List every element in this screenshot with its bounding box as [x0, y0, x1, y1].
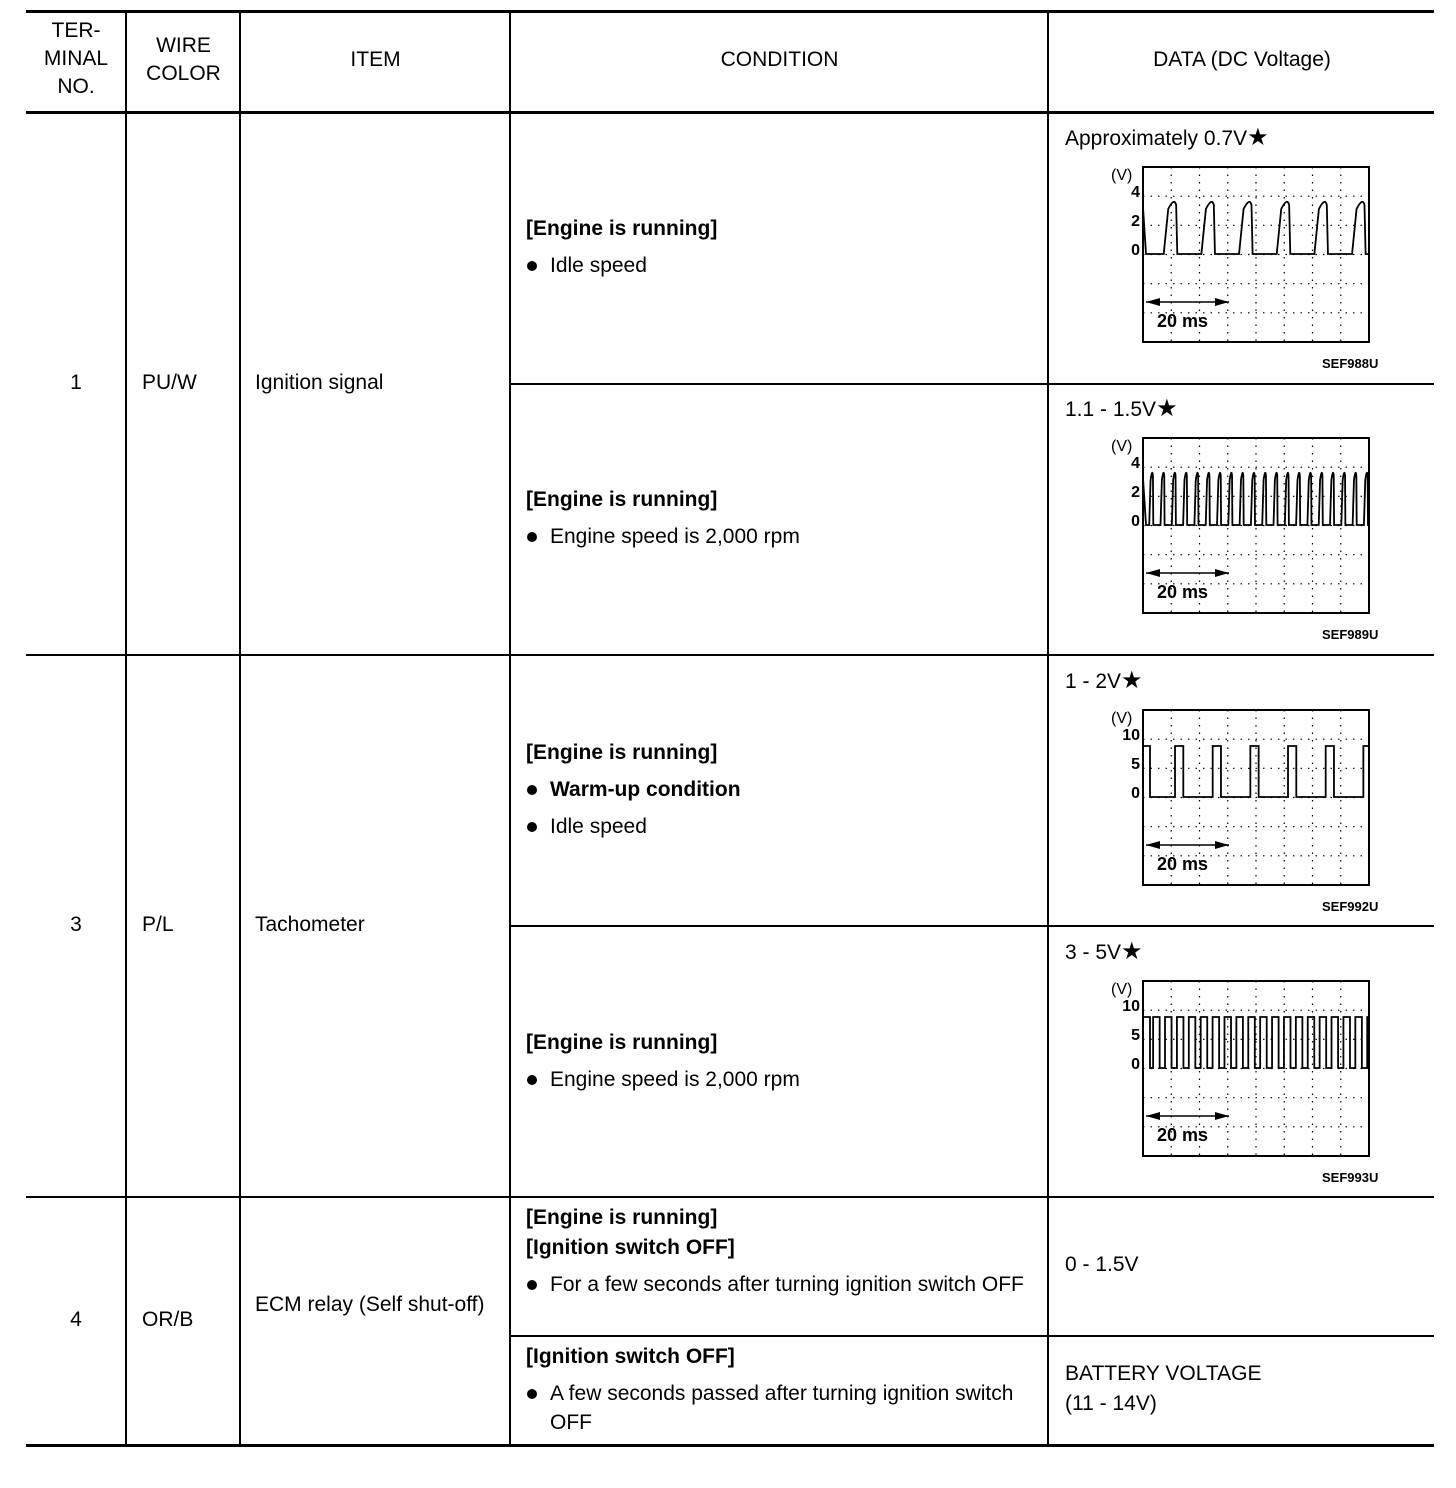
row-4a-data: 0 - 1.5V	[1065, 1253, 1139, 1276]
row-4b-data-line-1: BATTERY VOLTAGE	[1065, 1362, 1262, 1385]
scope-time-label: 20 ms	[1157, 1125, 1209, 1145]
row-1-terminal: 1	[70, 371, 82, 394]
scope-3b-value-text: 3 - 5V	[1065, 941, 1122, 964]
row-4b-condition-text: A few seconds passed after turning ignition switch OFF	[550, 1382, 1014, 1434]
row-1a-condition-idle: Idle speed	[550, 254, 647, 277]
row-1a-condition-title: [Engine is running]	[526, 217, 718, 240]
scope-time-arrow-head-right	[1146, 298, 1160, 306]
scope-tick-label: 2	[1131, 213, 1140, 230]
scope-unit-label: (V)	[1111, 438, 1133, 455]
scope-3b-graph	[1100, 974, 1390, 1164]
row-3a-condition-warmup: Warm-up condition	[550, 778, 741, 801]
col-rule-1	[125, 12, 127, 1446]
row-3-bottom-rule	[26, 1196, 1434, 1198]
row-1-bottom-rule	[26, 654, 1434, 656]
scope-time-arrow-head-left	[1215, 298, 1229, 306]
scope-tick-label: 5	[1131, 756, 1140, 773]
scope-tick-label: 0	[1131, 785, 1140, 802]
scope-time-arrow-head-right	[1146, 841, 1160, 849]
scope-unit-label: (V)	[1111, 710, 1133, 727]
table-top-rule	[26, 10, 1434, 13]
row-4a-bullet	[527, 1280, 537, 1290]
scope-time-label: 20 ms	[1157, 854, 1209, 874]
row-1b-condition-speed: Engine speed is 2,000 rpm	[550, 525, 800, 548]
row-4-wire: OR/B	[142, 1308, 194, 1331]
row-4-mid-rule	[510, 1335, 1434, 1337]
header-bottom-rule	[26, 111, 1434, 114]
row-3-item: Tachometer	[255, 913, 365, 936]
row-3a-bullet-1	[527, 785, 537, 795]
scope-time-label: 20 ms	[1157, 582, 1209, 602]
scope-1b-code: SEF989U	[1322, 627, 1379, 642]
scope-1b	[1100, 431, 1390, 621]
row-1-wire: PU/W	[142, 371, 197, 394]
scope-3a-value	[1065, 667, 1143, 696]
row-4b-bullet	[527, 1389, 537, 1399]
scope-3a	[1100, 703, 1390, 893]
scope-tick-label: 0	[1131, 1056, 1140, 1073]
scope-1b-value	[1065, 395, 1178, 424]
header-wire-line-2: COLOR	[146, 62, 221, 85]
row-4a-condition-text: For a few seconds after turning ignition switch OFF	[550, 1273, 1024, 1296]
scope-unit-label: (V)	[1111, 167, 1133, 184]
row-1-mid-rule	[510, 383, 1434, 385]
scope-tick-label: 10	[1122, 998, 1140, 1015]
row-4b-data-line-2: (11 - 14V)	[1065, 1392, 1157, 1415]
header-condition: CONDITION	[720, 48, 839, 71]
table-bottom-rule	[26, 1444, 1434, 1447]
header-wire-color	[127, 32, 240, 88]
row-4-item: ECM relay (Self shut-off)	[255, 1293, 485, 1316]
row-3-terminal: 3	[70, 913, 82, 936]
col-rule-3	[509, 12, 511, 1446]
scope-tick-label: 10	[1122, 727, 1140, 744]
header-terminal	[26, 17, 126, 101]
scope-1a-value-text: Approximately 0.7V	[1065, 127, 1248, 150]
scope-1b-graph	[1100, 431, 1390, 621]
row-1-item: Ignition signal	[255, 371, 384, 394]
star-icon: ★	[1121, 667, 1143, 694]
scope-tick-label: 4	[1131, 455, 1140, 472]
row-1b-condition-title: [Engine is running]	[526, 488, 718, 511]
row-1b-bullet	[527, 532, 537, 542]
scope-3b-code: SEF993U	[1322, 1170, 1379, 1185]
scope-time-label: 20 ms	[1157, 311, 1209, 331]
row-4b-condition-title: [Ignition switch OFF]	[526, 1345, 735, 1368]
scope-unit-label: (V)	[1111, 981, 1133, 998]
scope-1a-code: SEF988U	[1322, 356, 1379, 371]
scope-1a	[1100, 160, 1390, 350]
star-icon: ★	[1247, 124, 1269, 151]
scope-tick-label: 2	[1131, 484, 1140, 501]
scope-3a-code: SEF992U	[1322, 899, 1379, 914]
scope-time-arrow-head-right	[1146, 569, 1160, 577]
row-3a-bullet-2	[527, 822, 537, 832]
scope-tick-label: 5	[1131, 1027, 1140, 1044]
row-3b-bullet	[527, 1075, 537, 1085]
row-3b-condition-title: [Engine is running]	[526, 1031, 718, 1054]
row-4-terminal: 4	[70, 1308, 82, 1331]
row-3b-condition-speed: Engine speed is 2,000 rpm	[550, 1068, 800, 1091]
row-1a-bullet	[527, 261, 537, 271]
scope-3a-graph	[1100, 703, 1390, 893]
scope-tick-label: 0	[1131, 242, 1140, 259]
header-item: ITEM	[350, 48, 401, 71]
row-3-wire: P/L	[142, 913, 174, 936]
scope-time-arrow-head-right	[1146, 1112, 1160, 1120]
scope-time-arrow-head-left	[1215, 569, 1229, 577]
col-rule-4	[1047, 12, 1049, 1446]
scope-1a-value	[1065, 124, 1269, 153]
header-terminal-line-1: TER-	[51, 19, 101, 42]
scope-3a-value-text: 1 - 2V	[1065, 670, 1122, 693]
scope-1b-value-text: 1.1 - 1.5V	[1065, 398, 1157, 421]
header-wire-line-1: WIRE	[156, 34, 211, 57]
scope-time-arrow-head-left	[1215, 841, 1229, 849]
scope-tick-label: 4	[1131, 184, 1140, 201]
star-icon: ★	[1156, 395, 1178, 422]
header-data: DATA (DC Voltage)	[1153, 48, 1331, 71]
row-3a-condition-idle: Idle speed	[550, 815, 647, 838]
row-3a-condition-title: [Engine is running]	[526, 741, 718, 764]
star-icon: ★	[1121, 938, 1143, 965]
header-terminal-line-3: NO.	[57, 75, 95, 98]
row-4a-condition-title-1: [Engine is running]	[526, 1206, 718, 1229]
scope-1a-graph	[1100, 160, 1390, 350]
header-terminal-line-2: MINAL	[43, 47, 109, 70]
col-rule-2	[239, 12, 241, 1446]
scope-tick-label: 0	[1131, 513, 1140, 530]
row-4a-condition-title-2: [Ignition switch OFF]	[526, 1236, 735, 1259]
scope-3b-value	[1065, 938, 1143, 967]
scope-time-arrow-head-left	[1215, 1112, 1229, 1120]
scope-3b	[1100, 974, 1390, 1164]
row-3-mid-rule	[510, 925, 1434, 927]
